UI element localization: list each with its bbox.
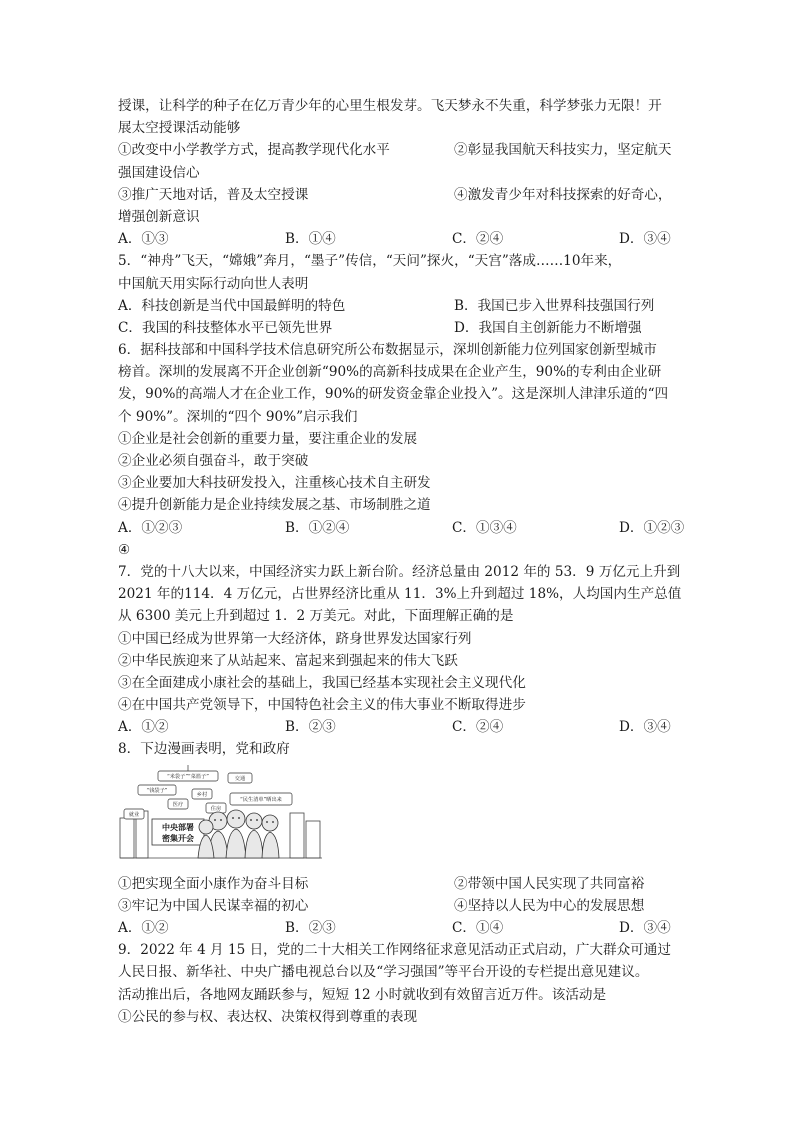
option-a[interactable]: A．①②③ <box>118 519 183 536</box>
q5-stem-line: 5．“神舟”飞天，“嫦娥”奔月，“墨子”传信，“天问”探火，“天宫”落成……10年来， <box>118 253 622 270</box>
q8-statements-row <box>118 873 680 895</box>
q4-statement-2: ②彰显我国航天科技实力，坚定航天 <box>454 142 672 159</box>
q4-stem-line: 展太空授课活动能够 <box>118 120 241 137</box>
q8-statement-4: ④坚持以人民为中心的发展思想 <box>454 897 645 914</box>
option-a[interactable]: A．科技创新是当代中国最鲜明的特色 <box>118 297 346 314</box>
q8-statement-1: ①把实现全面小康作为奋斗目标 <box>118 875 309 892</box>
option-b[interactable]: B．我国已步入世界科技强国行列 <box>454 297 655 314</box>
q6-statement-1: ①企业是社会创新的重要力量，要注重企业的发展 <box>118 430 418 447</box>
q6-option-d-wrap: ④ <box>118 541 131 558</box>
q7-statement-1: ①中国已经成为世界第一大经济体，跻身世界发达国家行列 <box>118 630 472 647</box>
option-d[interactable]: D．我国自主创新能力不断增强 <box>454 319 642 336</box>
q6-stem-line: 6．据科技部和中国科学技术信息研究所公布数据显示，深圳创新能力位列国家创新型城市 <box>118 342 657 359</box>
q5-stem-line: 中国航天用实际行动向世人表明 <box>118 275 309 292</box>
q8-cartoon <box>118 763 324 863</box>
q6-options <box>118 517 685 539</box>
option-c[interactable]: C．①④ <box>452 920 504 936</box>
option-d[interactable]: D．①②③ <box>619 519 685 536</box>
cartoon-tag-text: 就业 <box>128 811 140 818</box>
q4-statements-row <box>118 139 680 161</box>
option-b[interactable]: B．①②④ <box>285 519 350 536</box>
exam-page <box>118 95 685 1028</box>
q5-options-row <box>118 317 680 339</box>
q9-stem-line: 人民日报、新华社、中央广播电视总台以及“学习强国”等平台开设的专栏提出意见建议。 <box>118 964 649 981</box>
option-b[interactable]: B．②③ <box>285 920 336 936</box>
q8-stem-line: 8．下边漫画表明，党和政府 <box>118 741 290 758</box>
q4-statement-3: ③推广天地对话，普及太空授课 <box>118 186 309 203</box>
cartoon-tag-text: 住房 <box>210 805 222 812</box>
cartoon-tag-text: 交通 <box>234 775 246 782</box>
q9-stem-line: 9．2022 年 4 月 15 日，党的二十大相关工作网络征求意见活动正式启动，广大群众可通过 <box>118 942 671 959</box>
cartoon-tag-text: “钱袋子” <box>146 787 168 794</box>
q4-statement-2-cont: 强国建设信心 <box>118 164 200 181</box>
q9-statement-1: ①公民的参与权、表达权、决策权得到尊重的表现 <box>118 1008 418 1025</box>
q7-statement-4: ④在中国共产党领导下，中国特色社会主义的伟大事业不断取得进步 <box>118 697 526 714</box>
q6-stem-line: 发，90%的高端人才在企业工作，90%的研发资金靠企业投入”。这是深圳人津津乐道的“四 <box>118 386 669 403</box>
q4-statement-1: ①改变中小学教学方式，提高教学现代化水平 <box>118 142 390 159</box>
q4-statement-4: ④激发青少年对科技探索的好奇心， <box>454 186 672 203</box>
q7-statement-3: ③在全面建成小康社会的基础上，我国已经基本实现社会主义现代化 <box>118 674 526 691</box>
q4-statement-4-cont: 增强创新意识 <box>118 208 200 225</box>
option-d[interactable]: D．③④ <box>619 231 671 248</box>
option-c[interactable]: C．①③④ <box>452 519 517 536</box>
q4-options <box>118 228 680 250</box>
option-c[interactable]: C．②④ <box>452 231 504 248</box>
q6-statement-3: ③企业要加大科技研发投入，注重核心技术自主研发 <box>118 475 431 492</box>
q7-stem-line: 7．党的十八大以来，中国经济实力跃上新台阶。经济总量由 2012 年的 53．9 万亿元上升到 <box>118 563 681 580</box>
q7-options <box>118 716 680 738</box>
q7-stem-line: 从 6300 美元上升到超过 1．2 万美元。对此，下面理解正确的是 <box>118 608 514 625</box>
q8-statements-row <box>118 895 680 917</box>
option-a[interactable]: A．①③ <box>118 231 169 248</box>
option-a[interactable]: A．①② <box>118 719 169 736</box>
q5-options-row <box>118 295 680 317</box>
q6-statement-4: ④提升创新能力是企业持续发展之基、市场制胜之道 <box>118 497 431 514</box>
option-b[interactable]: B．②③ <box>285 719 336 736</box>
cartoon-banner-text: 密集开会 <box>162 833 194 843</box>
q7-stem-line: 2021 年的114．4 万亿元，占世界经济比重从 11．3%上升到超过 18%，人均国内生产总值 <box>118 586 682 603</box>
cartoon-tag-text: “米袋子”“菜篮子” <box>167 773 209 780</box>
q8-options <box>118 917 680 939</box>
q6-statement-2: ②企业必须自强奋斗，敢于突破 <box>118 453 309 469</box>
option-d[interactable]: D．③④ <box>619 719 671 736</box>
q8-statement-2: ②带领中国人民实现了共同富裕 <box>454 875 645 892</box>
q4-stem-line: 授课，让科学的种子在亿万青少年的心里生根发芽。飞天梦永不失重，科学梦张力无限！开 <box>118 98 662 114</box>
q9-stem-line: 活动推出后，各地网友踊跃参与，短短 12 小时就收到有效留言近万件。该活动是 <box>118 986 607 1003</box>
cartoon-tag-text: 乡村 <box>196 791 208 798</box>
cartoon-tag-text: 医疗 <box>172 801 184 808</box>
q6-stem-line: 榜首。深圳的发展离不开企业创新“90%的高新科技成果在企业产生，90%的专利由企业研 <box>118 364 662 381</box>
option-c[interactable]: C．我国的科技整体水平已领先世界 <box>118 319 333 336</box>
q8-statement-3: ③牢记为中国人民谋幸福的初心 <box>118 897 309 914</box>
option-c[interactable]: C．②④ <box>452 719 504 736</box>
q4-statements-row <box>118 184 680 206</box>
option-b[interactable]: B．①④ <box>285 231 336 248</box>
q6-stem-line: 个 90%”。深圳的“四个 90%”启示我们 <box>118 408 358 425</box>
cartoon-tag-text: “民生清单”晒出来 <box>240 796 282 803</box>
option-d[interactable]: D．③④ <box>619 920 671 936</box>
cartoon-banner-text: 中央部署 <box>162 822 194 832</box>
option-a[interactable]: A．①② <box>118 920 169 936</box>
q7-statement-2: ②中华民族迎来了从站起来、富起来到强起来的伟大飞跃 <box>118 652 458 669</box>
